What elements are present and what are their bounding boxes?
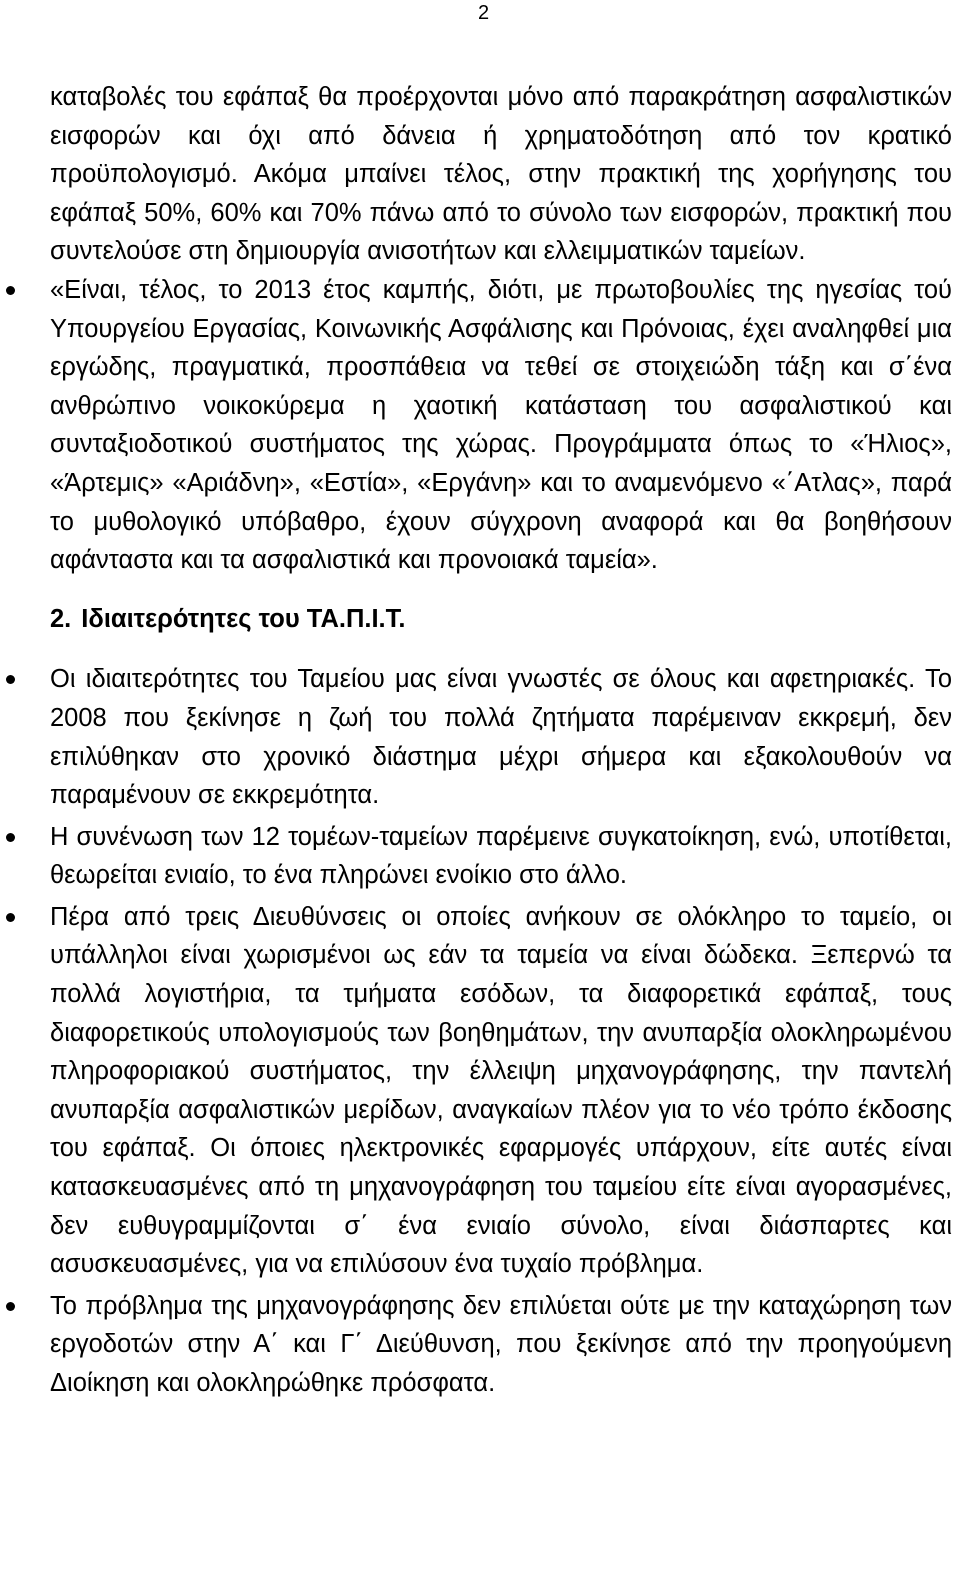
list-item	[50, 898, 952, 1284]
list-item	[50, 1287, 952, 1403]
bullet-icon	[6, 660, 16, 699]
document-body	[50, 78, 952, 1406]
section-heading	[50, 600, 952, 639]
bullet-icon	[6, 898, 16, 937]
bullet-list-2	[50, 660, 952, 1402]
list-item	[50, 818, 952, 895]
page-number: 2	[478, 2, 490, 24]
section-number: 2.	[50, 604, 72, 633]
list-item-text: «Είναι, τέλος, το 2013 έτος καμπής, διότι, με πρωτοβουλίες της ηγεσίας τού Υπουργείου Εργασίας, Κοινωνικής Ασφάλισης και Πρόνοιας, έχει αναληφθεί μια εργώδης, πραγματικά, προσπάθεια να τεθεί σε στοιχειώδη τάξη και σ΄ένα ανθρώπινο νοικοκύρεμα η χαοτική κατάσταση του ασφαλιστικού και συνταξιοδοτικού συστήματος της χώρας. Προγράμματα όπως το «Ήλιος», «Άρτεμις» «Αριάδνη», «Εστία», «Εργάνη» και το αναμενόμενο «΄Ατλας», παρά το μυθολογικό υπόβαθρο, έχουν σύγχρονη αναφορά και θα βοηθήσουν αφάνταστα και τα ασφαλιστικά και προνοιακά ταμεία».	[50, 275, 952, 575]
bullet-list-1	[50, 271, 952, 580]
section-title: Ιδιαιτερότητες του ΤΑ.Π.Ι.Τ.	[81, 604, 406, 633]
list-item-text: Πέρα από τρεις Διευθύνσεις οι οποίες ανήκουν σε ολόκληρο το ταμείο, οι υπάλληλοι είναι χωρισμένοι ως εάν τα ταμεία να είναι δώδεκα. Ξεπερνώ τα πολλά λογιστήρια, τα τμήματα εσόδων, τα διαφορετικά εφάπαξ, τους διαφορετικούς υπολογισμούς των βοηθημάτων, την ανυπαρξία ολοκληρωμένου πληροφοριακού συστήματος, την έλλειψη μηχανογράφησης, την παντελή ανυπαρξία ασφαλιστικών μερίδων, αναγκαίων πλέον για το νέο τρόπο έκδοσης του εφάπαξ. Οι όποιες ηλεκτρονικές εφαρμογές υπάρχουν, είτε αυτές είναι κατασκευασμένες από τη μηχανογράφηση του ταμείου είτε είναι αγορασμένες, δεν ευθυγραμμίζονται σ΄ ένα ενιαίο σύνολο, είναι διάσπαρτες και ασυσκευασμένες, για να επιλύσουν ένα τυχαίο πρόβλημα.	[50, 902, 952, 1279]
bullet-icon	[6, 271, 16, 310]
bullet-icon	[6, 818, 16, 857]
list-item	[50, 271, 952, 580]
list-item-text: Το πρόβλημα της μηχανογράφησης δεν επιλύεται ούτε με την καταχώρηση των εργοδοτών στην Α΄ και Γ΄ Διεύθυνση, που ξεκίνησε από την προηγούμενη Διοίκηση και ολοκληρώθηκε πρόσφατα.	[50, 1291, 952, 1397]
paragraph-continuation: καταβολές του εφάπαξ θα προέρχονται μόνο από παρακράτηση ασφαλιστικών εισφορών και όχι από δάνεια ή χρηματοδότηση από τον κρατικό προϋπολογισμό. Ακόμα μπαίνει τέλος, στην πρακτική της χορήγησης του εφάπαξ 50%, 60% και 70% πάνω από το σύνολο των εισφορών, πρακτική που συντελούσε στη δημιουργία ανισοτήτων και ελλειμματικών ταμείων.	[50, 83, 952, 266]
list-item	[50, 660, 952, 814]
list-item-text: Η συνένωση των 12 τομέων-ταμείων παρέμεινε συγκατοίκηση, ενώ, υποτίθεται, θεωρείται ενιαίο, το ένα πληρώνει ενοίκιο στο άλλο.	[50, 822, 952, 890]
bullet-icon	[6, 1287, 16, 1326]
list-item-text: Οι ιδιαιτερότητες του Ταμείου μας είναι γνωστές σε όλους και αφετηριακές. Το 2008 που ξεκίνησε η ζωή του πολλά ζητήματα παρέμειναν εκκρεμή, δεν επιλύθηκαν στο χρονικό διάστημα μέχρι σήμερα και εξακολουθούν να παραμένουν σε εκκρεμότητα.	[50, 665, 952, 810]
